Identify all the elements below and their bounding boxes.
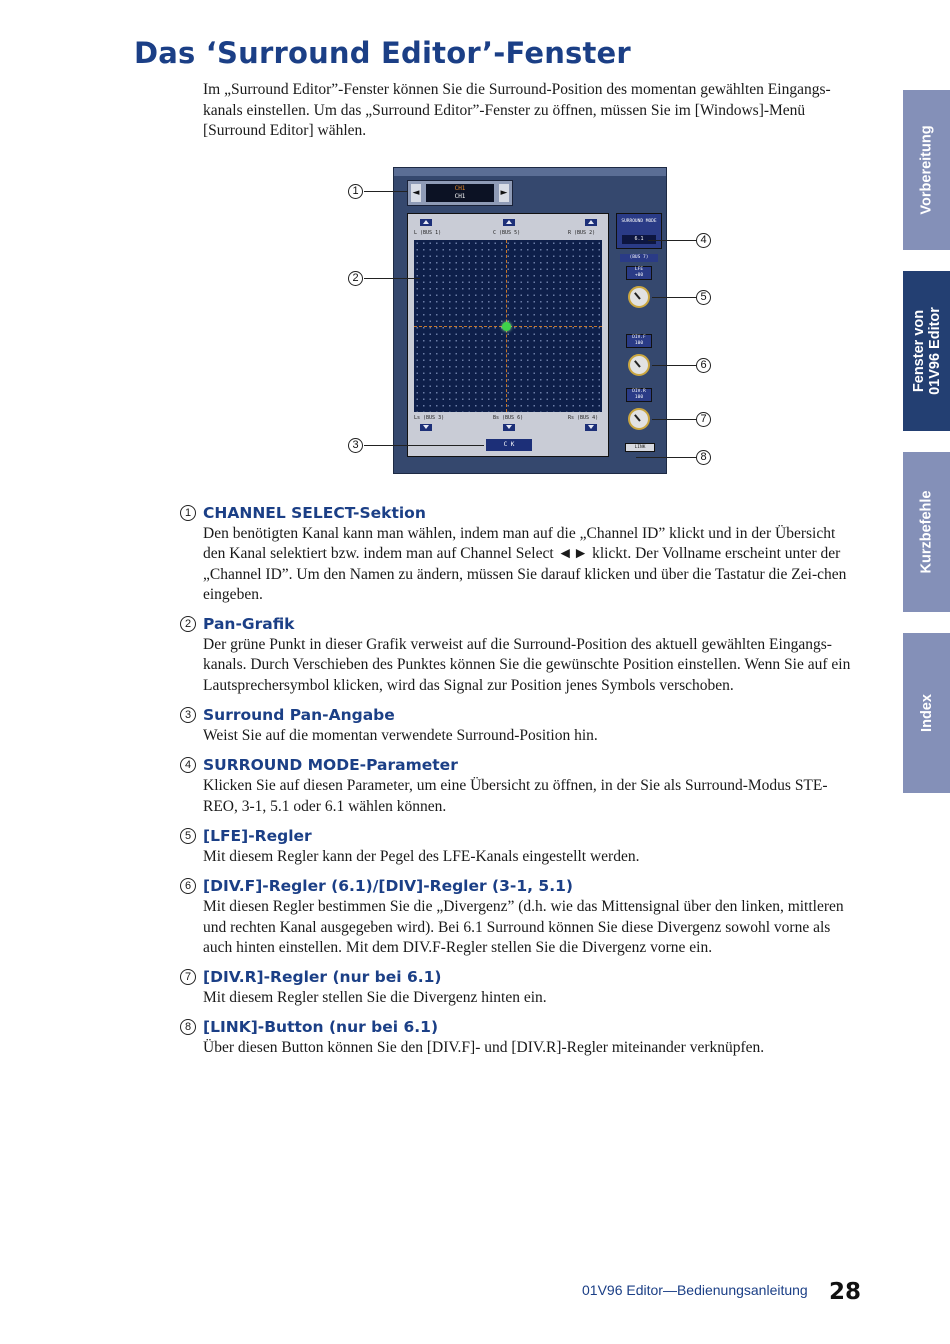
pan-grid[interactable] xyxy=(414,240,602,412)
callout-line-2 xyxy=(364,278,420,279)
tab-label: Fenster von 01V96 Editor xyxy=(910,307,943,395)
divr-knob[interactable] xyxy=(628,408,650,430)
item-number: 5 xyxy=(180,828,196,844)
item-heading: [LINK]-Button (nur bei 6.1) xyxy=(203,1018,439,1037)
tab-label: Vorbereitung xyxy=(918,125,935,215)
divf-value: 100 xyxy=(634,341,644,346)
item-heading: [LFE]-Regler xyxy=(203,826,312,845)
item-heading: SURROUND MODE-Parameter xyxy=(203,756,458,775)
callout-line-5 xyxy=(652,297,696,298)
tab-fenster-von-01v96-editor[interactable] xyxy=(903,271,950,431)
item-divr-regler xyxy=(180,967,860,1008)
speaker-icon-ls[interactable] xyxy=(420,424,432,431)
item-pan-grafik xyxy=(180,614,860,696)
item-surround-pan-angabe xyxy=(180,705,860,746)
callout-3: 3 xyxy=(348,438,363,453)
divf-label xyxy=(626,334,652,348)
lfe-label-text: LFE xyxy=(634,267,644,272)
footer-title: 01V96 Editor—Bedienungsanleitung xyxy=(582,1282,808,1298)
speaker-icon-rs[interactable] xyxy=(585,424,597,431)
speaker-label-bs: Bs (BUS 6) xyxy=(493,415,524,421)
side-tabs xyxy=(903,0,950,1344)
surround-side-controls xyxy=(616,213,662,463)
item-text: Mit diesem Regler stellen Sie die Divergenz hinten ein. xyxy=(203,989,547,1007)
callout-8: 8 xyxy=(696,450,711,465)
window-title-bar xyxy=(394,168,666,176)
item-number: 2 xyxy=(180,616,196,632)
item-text: Den benötigten Kanal kann man wählen, indem man auf die „Channel ID” klickt und in der Übersicht den Kanal selektiert bzw. indem man auf Channel Select ◄► klickt. Der Vollname erscheint unter der „Channel ID”. Um den Namen zu ändern, müssen Sie darauf klicken und über die Tastatur die Zei-chen eingeben. xyxy=(203,525,847,603)
item-heading: Surround Pan-Angabe xyxy=(203,706,395,725)
item-number: 7 xyxy=(180,969,196,985)
callout-line-6 xyxy=(652,365,696,366)
channel-prev-button[interactable]: ◄ xyxy=(411,184,421,202)
callout-line-1 xyxy=(364,191,408,192)
speaker-icon-c[interactable] xyxy=(503,219,515,226)
callout-7: 7 xyxy=(696,412,711,427)
item-heading: [DIV.F]-Regler (6.1)/[DIV]-Regler (3-1, 5.1) xyxy=(203,877,573,896)
divf-knob[interactable] xyxy=(628,354,650,376)
speaker-label-r: R (BUS 2) xyxy=(568,230,596,236)
callout-line-4 xyxy=(648,240,696,241)
callout-5: 5 xyxy=(696,290,711,305)
callout-6: 6 xyxy=(696,358,711,373)
tab-index[interactable] xyxy=(903,633,950,793)
lfe-bus-label: (BUS 7) xyxy=(620,254,658,262)
lfe-knob[interactable] xyxy=(628,286,650,308)
page-number: 28 xyxy=(829,1279,862,1305)
callout-2: 2 xyxy=(348,271,363,286)
link-button[interactable]: LINK xyxy=(625,443,655,452)
divr-label-text: DIV.R xyxy=(632,389,646,394)
item-number: 3 xyxy=(180,707,196,723)
item-link-button xyxy=(180,1017,860,1058)
divf-label-text: DIV.F xyxy=(632,335,646,340)
surround-mode-value: 6.1 xyxy=(622,235,656,244)
speaker-icon-bs[interactable] xyxy=(503,424,515,431)
divr-value: 100 xyxy=(634,395,644,400)
speaker-icon-r[interactable] xyxy=(585,219,597,226)
item-number: 6 xyxy=(180,878,196,894)
callout-line-8 xyxy=(636,457,696,458)
channel-select-section[interactable] xyxy=(407,180,513,206)
surround-mode-label: SURROUND MODE xyxy=(621,219,657,224)
surround-editor-screenshot xyxy=(393,167,667,474)
speaker-label-c: C (BUS 5) xyxy=(493,230,521,236)
item-divf-regler xyxy=(180,876,860,958)
item-channel-select xyxy=(180,503,860,605)
item-text: Mit diesen Regler bestimmen Sie die „Divergenz” (d.h. wie das Mittensignal über den linken, mittleren und rechten Kanal ausgegeben wird). Bei 6.1 Surround können Sie diese Divergenz sowohl vorne als auch hinten einstellen. Mit dem DIV.F-Regler stellen Sie die Divergenz vorne ein. xyxy=(203,898,844,956)
item-number: 4 xyxy=(180,757,196,773)
speaker-icon-l[interactable] xyxy=(420,219,432,226)
speaker-label-rs: Rs (BUS 4) xyxy=(568,415,599,421)
tab-label: Index xyxy=(918,694,935,732)
item-surround-mode xyxy=(180,755,860,817)
item-heading: Pan-Grafik xyxy=(203,615,295,634)
intro-paragraph: Im „Surround Editor”-Fenster können Sie die Surround-Position des momentan gewählten Eingangs-kanals einstellen. Um das „Surround Editor”-Fenster zu öffnen, müssen Sie im [Windows]-Menü [Surround Editor] wählen. xyxy=(203,81,831,139)
channel-id: CH1 xyxy=(454,185,466,192)
pan-graphic-panel xyxy=(407,213,609,457)
speaker-label-ls: Ls (BUS 3) xyxy=(414,415,445,421)
item-number: 1 xyxy=(180,505,196,521)
item-text: Mit diesem Regler kann der Pegel des LFE-Kanals eingestellt werden. xyxy=(203,847,640,865)
callout-line-3 xyxy=(364,445,484,446)
callout-line-7 xyxy=(652,419,696,420)
surround-pan-indication: C K xyxy=(486,439,532,451)
lfe-label xyxy=(626,266,652,280)
speaker-label-l: L (BUS 1) xyxy=(414,230,442,236)
item-text: Der grüne Punkt in dieser Grafik verweist auf die Surround-Position des aktuell gewählten Eingangs-kanals. Durch Verschieben des Punktes können Sie die gewünschte Position einstellen. Wenn Sie auf ein Lautsprechersymbol klicken, wird das Signal zur Position jenes Symbols verschoben. xyxy=(203,636,851,694)
item-text: Weist Sie auf die momentan verwendete Surround-Position hin. xyxy=(203,727,598,745)
item-number: 8 xyxy=(180,1019,196,1035)
channel-next-button[interactable]: ► xyxy=(499,184,509,202)
tab-kurzbefehle[interactable] xyxy=(903,452,950,612)
tab-label: Kurzbefehle xyxy=(918,490,935,574)
item-lfe-regler xyxy=(180,826,860,867)
channel-name: CH1 xyxy=(454,193,466,200)
lfe-value: +00 xyxy=(634,273,644,278)
item-heading: [DIV.R]-Regler (nur bei 6.1) xyxy=(203,968,442,987)
callout-4: 4 xyxy=(696,233,711,248)
pan-position-dot[interactable] xyxy=(502,322,511,331)
surround-mode-parameter[interactable] xyxy=(616,213,662,249)
divr-label xyxy=(626,388,652,402)
tab-vorbereitung[interactable] xyxy=(903,90,950,250)
item-descriptions xyxy=(180,503,860,1068)
item-text: Klicken Sie auf diesen Parameter, um eine Übersicht zu öffnen, in der Sie als Surround-Modus STE-REO, 3-1, 5.1 oder 6.1 wählen können. xyxy=(203,777,828,815)
callout-1: 1 xyxy=(348,184,363,199)
item-text: Über diesen Button können Sie den [DIV.F]- und [DIV.R]-Regler miteinander verknüpfen. xyxy=(203,1039,765,1057)
channel-id-display[interactable] xyxy=(426,184,494,202)
item-heading: CHANNEL SELECT-Sektion xyxy=(203,504,426,522)
page-title: Das ‘Surround Editor’-Fenster xyxy=(134,36,631,70)
